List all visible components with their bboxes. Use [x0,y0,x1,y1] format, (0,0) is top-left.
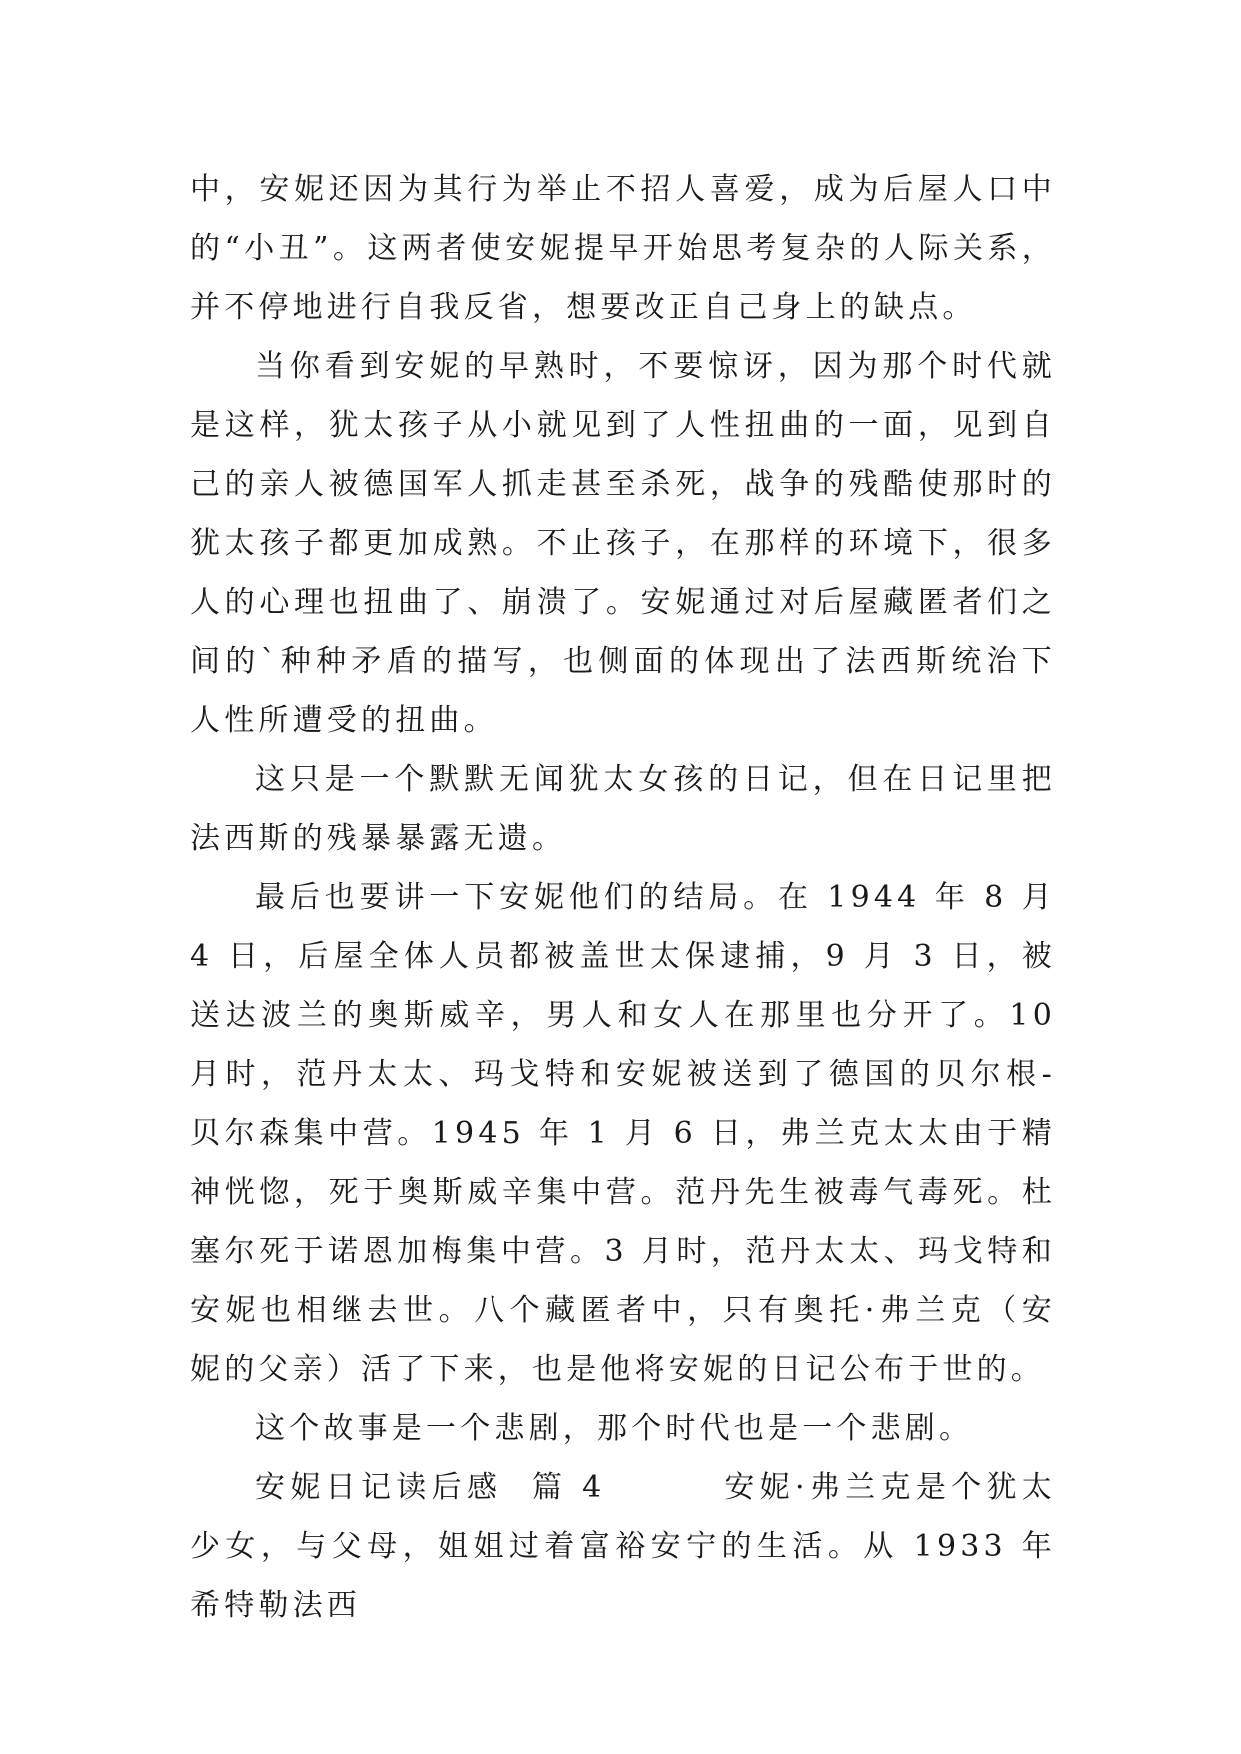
paragraph: 中，安妮还因为其行为举止不招人喜爱，成为后屋人口中的“小丑”。这两者使安妮提早开始思考复杂的人际关系，并不停地进行自我反省，想要改正自己身上的缺点。 [190,172,1056,325]
document-body [190,160,1056,1635]
paragraph: 最后也要讲一下安妮他们的结局。在 1944 年 8 月 4 日，后屋全体人员都被盖世太保逮捕，9 月 3 日，被送达波兰的奥斯威辛，男人和女人在那里也分开了。10 月时，范丹太太、玛戈特和安妮被送到了德国的贝尔根-贝尔森集中营。1945 年 1 月 6 日，弗兰克太太由于精神恍惚，死于奥斯威辛集中营。范丹先生被毒气毒死。杜塞尔死于诺恩加梅集中营。3 月时，范丹太太、玛戈特和安妮也相继去世。八个藏匿者中，只有奥托·弗兰克（安妮的父亲）活了下来，也是他将安妮的日记公布于世的。 [190,880,1056,1387]
paragraph: 这个故事是一个悲剧，那个时代也是一个悲剧。 [255,1411,974,1446]
paragraph: 安妮日记读后感 篇 4 安妮·弗兰克是个犹太少女，与父母，姐姐过着富裕安宁的生活。从 1933 年希特勒法西 [190,1470,1056,1623]
paragraph: 这只是一个默默无闻犹太女孩的日记，但在日记里把法西斯的残暴暴露无遗。 [190,762,1056,856]
paragraph: 当你看到安妮的早熟时，不要惊讶，因为那个时代就是这样，犹太孩子从小就见到了人性扭曲的一面，见到自己的亲人被德国军人抓走甚至杀死，战争的残酷使那时的犹太孩子都更加成熟。不止孩子，在那样的环境下，很多人的心理也扭曲了、崩溃了。安妮通过对后屋藏匿者们之间的`种种矛盾的描写，也侧面的体现出了法西斯统治下人性所遭受的扭曲。 [190,349,1056,738]
